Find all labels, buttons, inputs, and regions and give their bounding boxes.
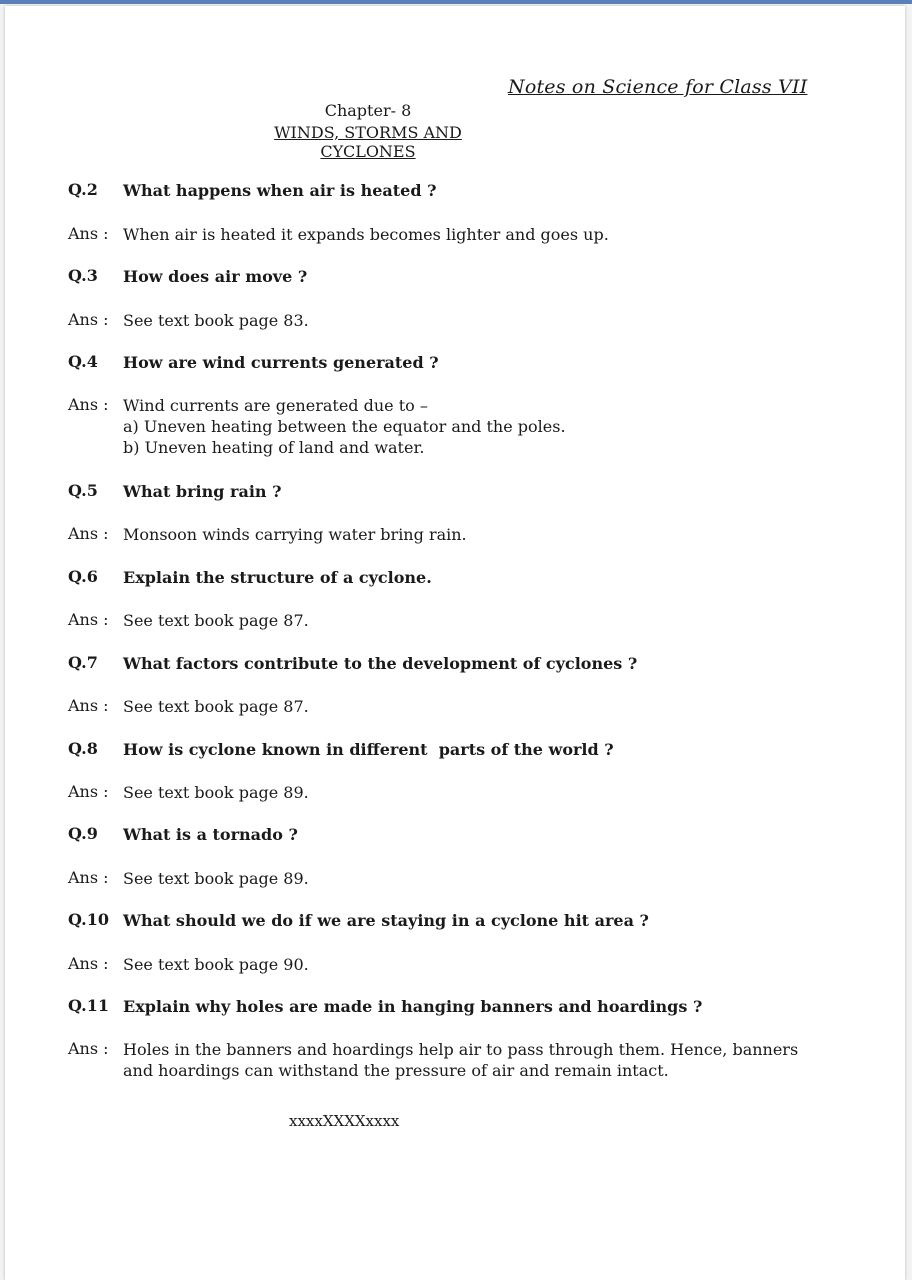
- answer-text: Holes in the banners and hoardings help air to pass through them. Hence, banners: [123, 1040, 799, 1059]
- question-text: What bring rain ?: [123, 482, 282, 501]
- answer-text: See text book page 89.: [123, 783, 309, 802]
- question-label: Q.9: [68, 824, 98, 843]
- chapter-number: Chapter- 8: [324, 101, 412, 120]
- question-text: How are wind currents generated ?: [123, 353, 439, 372]
- answer-label: Ans :: [68, 696, 109, 715]
- question-label: Q.2: [68, 180, 98, 199]
- question-text: Explain the structure of a cyclone.: [123, 568, 432, 587]
- answer-label: Ans :: [68, 1039, 109, 1058]
- answer-text: b) Uneven heating of land and water.: [123, 438, 425, 457]
- question-text: Explain why holes are made in hanging banners and hoardings ?: [123, 997, 703, 1016]
- question-text: What factors contribute to the development of cyclones ?: [123, 654, 638, 673]
- question-label: Q.8: [68, 739, 98, 758]
- answer-text: and hoardings can withstand the pressure of air and remain intact.: [123, 1061, 669, 1080]
- answer-text: When air is heated it expands becomes lighter and goes up.: [123, 225, 609, 244]
- answer-label: Ans :: [68, 610, 109, 629]
- question-text: What happens when air is heated ?: [123, 181, 437, 200]
- question-text: What is a tornado ?: [123, 825, 298, 844]
- chapter-title: WINDS, STORMS AND CYCLONES: [274, 123, 462, 161]
- answer-text: a) Uneven heating between the equator and the poles.: [123, 417, 566, 436]
- answer-text: Wind currents are generated due to –: [123, 396, 428, 415]
- question-label: Q.3: [68, 266, 98, 285]
- question-label: Q.10: [68, 910, 109, 929]
- question-label: Q.4: [68, 352, 98, 371]
- question-text: What should we do if we are staying in a cyclone hit area ?: [123, 911, 649, 930]
- answer-text: See text book page 87.: [123, 611, 309, 630]
- answer-text: See text book page 87.: [123, 697, 309, 716]
- question-label: Q.11: [68, 996, 109, 1015]
- answer-label: Ans :: [68, 782, 109, 801]
- answer-text: See text book page 90.: [123, 955, 309, 974]
- answer-text: See text book page 89.: [123, 869, 309, 888]
- answer-label: Ans :: [68, 310, 109, 329]
- answer-label: Ans :: [68, 524, 109, 543]
- answer-label: Ans :: [68, 954, 109, 973]
- top-border: [0, 0, 912, 4]
- answer-text: Monsoon winds carrying water bring rain.: [123, 525, 467, 544]
- question-label: Q.7: [68, 653, 98, 672]
- question-label: Q.6: [68, 567, 98, 586]
- question-text: How does air move ?: [123, 267, 308, 286]
- answer-label: Ans :: [68, 868, 109, 887]
- question-label: Q.5: [68, 481, 98, 500]
- end-marker: xxxxXXXXxxxx: [289, 1112, 400, 1130]
- document-page: [5, 6, 905, 1280]
- answer-text: See text book page 83.: [123, 311, 309, 330]
- header-note: Notes on Science for Class VII: [508, 76, 808, 98]
- answer-label: Ans :: [68, 395, 109, 414]
- answer-label: Ans :: [68, 224, 109, 243]
- question-text: How is cyclone known in different parts of the world ?: [123, 740, 614, 759]
